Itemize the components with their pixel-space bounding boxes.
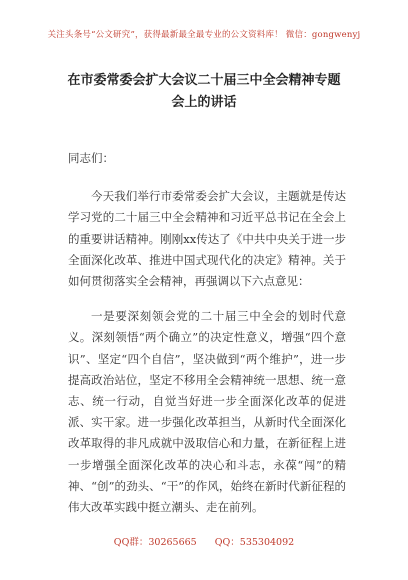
footer-qq: QQ：535304092: [214, 537, 295, 548]
document-body: [68, 148, 346, 531]
header-promo-note: 关注头条号“公文研究”，获得最新最全最专业的公文资料库！ 微信：gongwenyj: [47, 30, 361, 40]
document-title: 在市委常委会扩大会议二十届三中全会精神专题会上的讲话: [67, 73, 341, 110]
footer-contact: [0, 534, 408, 548]
footer-qq-group: QQ群：30265665: [113, 537, 197, 548]
greeting: 同志们：: [68, 151, 114, 165]
paragraph-intro: 今天我们举行市委常委会扩大会议，主题就是传达学习党的二十届三中全会精神和习近平总书记在全会上的重要讲话精神。刚刚xx传达了《中共中央关于进一步全面深化改革、推进中国式现代化的决定》精神。关于如何贯彻落实全会精神，再强调以下六点意见：: [68, 189, 346, 289]
paragraph-point-one: 一是要深刻领会党的二十届三中全会的划时代意义。深刻领悟“两个确立”的决定性意义，增强“四个意识”、坚定“四个自信”，坚决做到“两个维护”，进一步提高政治站位，坚定不移用全会精神统一思想、统一意志、统一行动，自觉当好进一步全面深化改革的促进派、实干家。进一步强化改革担当，从新时代全面深化改革取得的非凡成就中汲取信心和力量，在新征程上进一步增强全面深化改革的决心和斗志，永葆“闯”的精神、“创”的劲头、“干”的作风，始终在新时代新征程的伟大改革实践中挺立潮头、走在前列。: [68, 309, 346, 515]
